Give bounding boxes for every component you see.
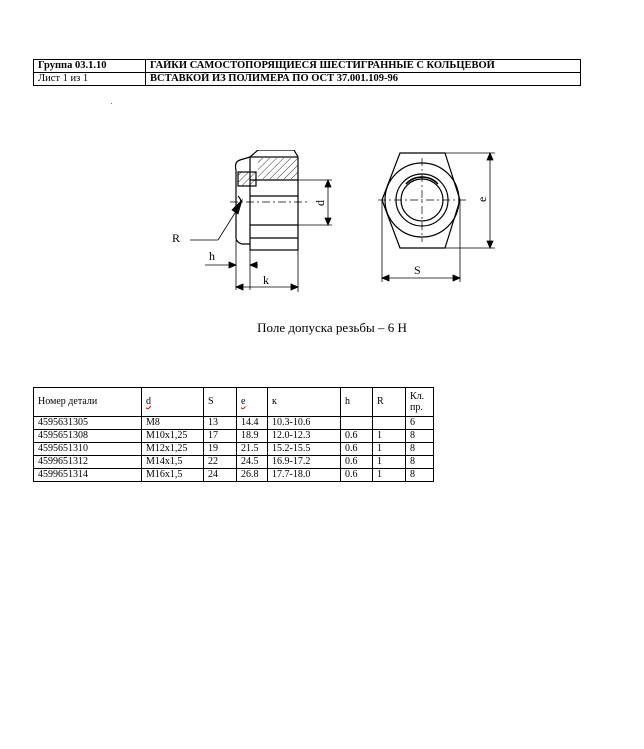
cell-d: М10х1,25 <box>142 430 204 443</box>
cell-k: 12.0-12.3 <box>268 430 341 443</box>
col-header-part-number: Номер детали <box>34 388 142 417</box>
cell-s: 22 <box>204 456 237 469</box>
cell-d: М12х1,25 <box>142 443 204 456</box>
cell-r: 1 <box>373 443 406 456</box>
front-view-dimensions <box>382 153 495 282</box>
cell-h <box>341 417 373 430</box>
table-row <box>34 417 434 430</box>
cell-h: 0.6 <box>341 430 373 443</box>
cell-part-number: 4599651312 <box>34 456 142 469</box>
col-header-r: R <box>373 388 406 417</box>
side-view-dimensions <box>190 180 332 292</box>
col-header-h: h <box>341 388 373 417</box>
sheet-label: Лист 1 из 1 <box>34 73 146 86</box>
cell-k: 15.2-15.5 <box>268 443 341 456</box>
cell-class: 8 <box>406 469 434 482</box>
cell-part-number: 4599651314 <box>34 469 142 482</box>
cell-r: 1 <box>373 430 406 443</box>
cell-class: 8 <box>406 456 434 469</box>
cell-h: 0.6 <box>341 443 373 456</box>
col-header-k: к <box>268 388 341 417</box>
col-header-s: S <box>204 388 237 417</box>
cell-class: 8 <box>406 430 434 443</box>
title-line-2: ВСТАВКОЙ ИЗ ПОЛИМЕРА ПО ОСТ 37.001.109-96 <box>146 73 581 86</box>
title-line-1: ГАЙКИ САМОСТОПОРЯЩИЕСЯ ШЕСТИГРАННЫЕ С КОЛЬЦЕВОЙ <box>146 60 581 73</box>
table-row <box>34 430 434 443</box>
cell-e: 18.9 <box>237 430 268 443</box>
cell-part-number: 4595631305 <box>34 417 142 430</box>
col-header-d: d <box>142 388 204 417</box>
table-row <box>34 443 434 456</box>
cell-r: 1 <box>373 456 406 469</box>
cell-s: 19 <box>204 443 237 456</box>
nut-drawing <box>150 150 510 300</box>
cell-e: 26.8 <box>237 469 268 482</box>
parts-table <box>33 387 434 482</box>
cell-k: 17.7-18.0 <box>268 469 341 482</box>
thread-tolerance-caption: Поле допуска резьбы – 6 Н <box>257 320 407 335</box>
cell-e: 24.5 <box>237 456 268 469</box>
cell-k: 16.9-17.2 <box>268 456 341 469</box>
cell-r: 1 <box>373 469 406 482</box>
cell-class: 8 <box>406 443 434 456</box>
cell-h: 0.6 <box>341 456 373 469</box>
cell-d: М16х1,5 <box>142 469 204 482</box>
cell-d: М8 <box>142 417 204 430</box>
cell-s: 17 <box>204 430 237 443</box>
label-h: h <box>209 249 215 263</box>
cell-s: 13 <box>204 417 237 430</box>
label-d: d <box>313 200 327 206</box>
cell-s: 24 <box>204 469 237 482</box>
parts-table-header <box>34 388 434 417</box>
cell-part-number: 4595651308 <box>34 430 142 443</box>
table-row <box>34 456 434 469</box>
label-R: R <box>172 231 181 245</box>
cell-class: 6 <box>406 417 434 430</box>
drawing-labels <box>172 197 489 287</box>
table-row <box>34 469 434 482</box>
cell-r <box>373 417 406 430</box>
label-S: S <box>414 263 421 277</box>
col-header-strength-class: Кл. пр. <box>406 388 434 417</box>
col-header-e: e <box>237 388 268 417</box>
label-e: e <box>475 196 489 202</box>
header-table <box>33 59 581 86</box>
cell-e: 21.5 <box>237 443 268 456</box>
cell-k: 10.3-10.6 <box>268 417 341 430</box>
front-view <box>378 153 466 248</box>
cell-e: 14.4 <box>237 417 268 430</box>
stray-dot <box>111 103 112 104</box>
label-k: k <box>263 273 269 287</box>
group-label: Группа 03.1.10 <box>34 60 146 73</box>
cell-part-number: 4595651310 <box>34 443 142 456</box>
cell-d: М14х1,5 <box>142 456 204 469</box>
cell-h: 0.6 <box>341 469 373 482</box>
